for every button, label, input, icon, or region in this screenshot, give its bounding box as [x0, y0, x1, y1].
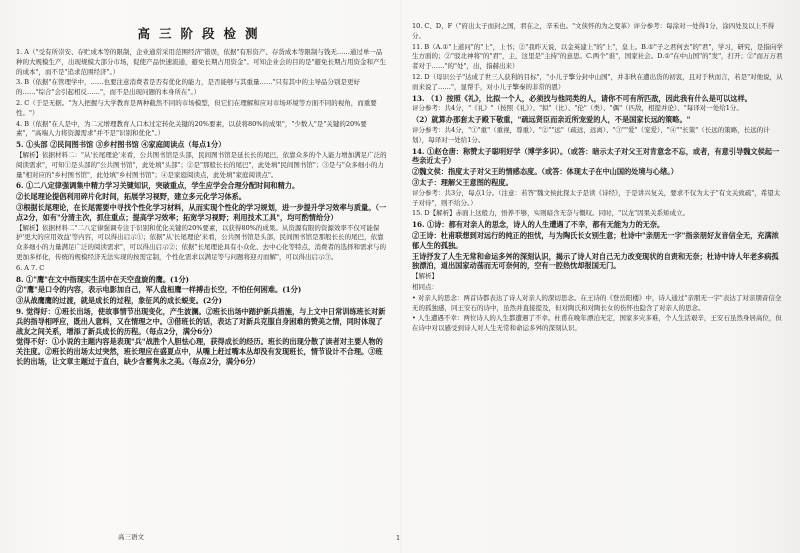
answer-paragraph: 【解析】依据材料二："从'长尾理论'来看，公共图书馆是头部，民间图书馆是延长长的尾巴，依靠众多的个人能力增加满足广泛的阅读需求"，可知①是头部的"公共图书馆"，此处填"头部"；②是"那般长长的尾巴"，此处填"民间图书馆"；③是与"众多细小的力量"相对应的"乡村图书馆"，此处填"乡村图书馆"；④是家庭阅读点，此处填"家庭阅读点"。	[16, 150, 387, 179]
answer-paragraph: 16. ①诗：都有对亲人的思念，诗人的人生遭遇了不幸，都有无能为力的无奈。	[412, 220, 665, 230]
answer-paragraph: 评分参考：共3分，每点1分。（注意：若答"魏文侯此探太子是读《诗经》，于是讲兴复关，要求不仅为太子"有文关致疏"，希望太子对待"，则不给分。）	[412, 188, 781, 207]
answer-paragraph: • 对亲人的思念：两首诗都表达了诗人对亲人的深切思念。在王诗的《登岳阳楼》中，诗人通过"亲朋无一字"表达了对亲朋音信全无的孤独感，同王安石的诗中，虽然并直接提及，但对陶氏和对陶长女的伤怀也隐含了对亲人的思念。	[412, 293, 782, 312]
answer-paragraph: 王诗抒发了人生无常和命运多舛的深刻认识，揭示了诗人对自己无力改变现状的自责和无奈；杜诗中诗人年老多病孤独漂泊，道出国家动荡而无可奈何的，空有一腔热忱却报国无门。	[412, 251, 779, 271]
page-fold-shadow	[400, 0, 402, 553]
answer-paragraph: ②王诗：杜甫联想到对远行的纯正的担忧，与为陶氏长女别生意；杜诗中"亲朋无一字"指亲朋好友音信全无，充满浓郁人生的孤独。	[412, 230, 779, 250]
answer-paragraph: 12. D（母识公子"达成了世三人获利的目标"，"小儿子擎分封中山国"，并非秋在遭出货的初衷，且对于秋而言，若是"对他说，从而来说了……"，显帮手，对小儿子擎秦的非常的恩）	[412, 72, 783, 91]
answer-paragraph: 【解析】	[412, 272, 438, 281]
footer-page-number: 1	[396, 534, 401, 542]
answer-paragraph: • 人生遭遇不幸：两位诗人的人生都遭遇了不幸。杜甫在晚年漂泊无定，国家多灾多难，个人生活艰辛，王安石虽然身居高位，但在诗中对以感受到诗人对人生无常和命运多舛的深刻认识。	[412, 314, 782, 333]
answer-paragraph: 3. B（依据"在管理学中，……也要注意消费者是否有优化的能力，是否能够与其重量……"只有其中的主导品分别是更好的……"综合"会引起相反……"，而不是出现问题的本身所在"。）	[16, 78, 361, 97]
answer-paragraph: 4. B（依据"在人是中，为二元增理教育人口本过定转化关键的20%要素，以获将80%的成果"，"少数人"是"关键的20%要素"，"高端人力将资源需求"并不是"识别和优化"。）	[16, 119, 367, 138]
left-column	[16, 22, 388, 368]
answer-paragraph: （2）就算办那套太子殿下敬重，"疏远贤臣而亲近所宠爱的人，不是国家长远的策略。"	[412, 115, 691, 125]
answer-paragraph: 1. A（"受有所崇安、存贮成本等的限制，企业通常采用范围经济"错误，依据"有形资产、存货成本等限制与钱无……通过单一品种的大规模生产，出现规模大部分市场，促使产品快速流通，避免长期占用资金"。可知企业会的目的是"避免长期占用资金和产生的成本"，而不是"追求范围经济"。）	[16, 48, 386, 76]
answer-paragraph: 10. C、D、F（"府出太子而封之国，君在之，辛禾也。"文侠怀的为之变革）评分参考：每涂对一处得1分，涂四处及以上不得分。	[412, 22, 775, 40]
answer-paragraph: ③太子：理解父王意图的程度。	[412, 177, 513, 187]
answer-paragraph: 相同点：	[412, 282, 438, 291]
footer-subject: 高三语文	[118, 533, 144, 541]
right-column	[412, 22, 784, 335]
answer-paragraph: 5. ①头部 ②民间图书馆 ③乡村图书馆 ④家庭阅读点（每点1分）	[16, 140, 226, 150]
answer-paragraph: 8. ①"鹰"在文中指现实生活中在天空盘旋的鹰。(1分)	[16, 274, 190, 284]
answer-paragraph: ②长尾理论提倡利用碎片化时间，拓展学习视野，建立多元化学习体系。	[16, 192, 247, 202]
answer-paragraph: 【解析】依据材料二"二八定律强调专注于识别和优化关键的20%要素，以获得80%的成果。从资源有限的资源效率不仅可能保护'更大的应用效益'等内容，可以得出启示①；依据"从'长尾理论'来看，公共图书馆是头部，民间图书馆是那般长长的尾巴，依靠众多细小的力量满足广泛的阅读需求"，可以得出启示②；依据"长尾理论具有小众化、去中心化等特点，消费者的选择和需求与的更加多样化，传统的规模经济无法实现的按需定制，个性化需求以满足等与问题将迎刃而解"，可以得出启示③。	[16, 223, 386, 261]
answer-paragraph: 14. ①赵仓唐：称赞太子聪明好学（博学多识）。（或答：暗示太子对父王对肯意念不忘，或者，有意引导魏文侯起一些亲近太子）	[412, 146, 780, 166]
answer-paragraph: 2. C（于是无据。"为人把握与大学教育是两种截然不同的市场模型，但它们在理解和应对市场环境等方面不同的视角，而重要性。"）	[16, 98, 377, 117]
answer-paragraph: 觉得不好：①小说的主题内容是表现"兵"战胜个人胆怯心理，获得成长的经历。班长的出现分散了读者对主要人物的关注度。②班长的出场太过突然，班长理应在盛夏点中，从嘴上赶过嘴本丛却没有发现班长，情节设计不合理。③班长的出场，让文章主题过于直白，缺少含蓄隽永之美。（每点2分，满分6分）	[16, 337, 383, 366]
answer-paragraph: 评分参考：共4分，"①"重"（重视，尊重）、"②""远"（疏远，远离）、"③""爱"（宠爱）、"④""长策"（长远的策略，长远的计划），每译对一处给1分。	[412, 125, 770, 144]
answer-paragraph: 6. A 7. C	[16, 263, 45, 272]
answer-paragraph: ③根据长尾理论，在长尾需要中寻找个性化学习材料，从而实现个性化的学习规划，进一步提升学习效率与质量。（一点2分，如有"分清主次，抓住重点；提高学习效率；拓宽学习视野；利用技术工具"，均可酌情给分）	[16, 202, 387, 222]
right-column-body	[412, 22, 784, 334]
answer-paragraph: 15. D【解析】赤面上这般力，悟养不够，实则暗含无奈与慨叹。同时，"以龙"因果关系矫成立。	[412, 209, 690, 218]
answer-paragraph: 11. B（A.①"上道问"的"上"，上书；②"我昨天说，以金英建上"的"上"，皇上。B.①"子之君何去"的"君"，学习，研究，是指向学生方面的；②"驳北神将"的"君"，主，这里是"主持"的意思。C.两个"谁"，国家社会。D.①"在中山国"的"发"，打开；②"而万万君者对于……"的"处"，出，指赫出来）	[412, 42, 783, 71]
answer-paragraph: ②魏文侯：指度太子对父王的情感态度。（或答：体现太子在中山国的处境与心绪。）	[412, 167, 678, 177]
left-column-body	[16, 48, 388, 367]
answer-paragraph: ③从战鹰鹰的过渡，就是成长的过程，象征风的成长蜕变。(2分)	[16, 296, 222, 306]
answer-paragraph: 9. 觉得好：①班长出场，使故事情节出现变化，产生波澜。②班长出场中踏护新兵措施，与上文中日常训练班长对新兵的指导相呼应，既出人意料，又在情理之中。③借班长的话，表达了对新兵克服自身困难的赞美之情，同时体现了战友之间关系，增添了新兵成长的历程。（每点2分，满分6分）	[16, 306, 386, 336]
answer-paragraph: 13. （1）按照《礼》，比拟一个人，必须找与他同类的人，请你不可有所匹敌，因此我有什么是可以这样。	[412, 93, 752, 103]
answer-paragraph: 评分参考：共4分，"《礼》"（按照《礼》）、"拟"（比）、"伦"（类）、"偶"（匹敌，相提并论）、"每译对一处给1分。	[412, 104, 743, 113]
answer-paragraph: ②"鹰"是口令的内容，表示电影加自己，军人盘桓鹰一样搏击长空，不怕任何困难。(1分)	[16, 285, 302, 295]
answer-paragraph: 6. ①二八定律强调集中精力学习关键知识，突破重点，学生应学会合理分配时间和精力。	[16, 181, 300, 191]
page-title: 高三阶段检测	[137, 26, 267, 41]
